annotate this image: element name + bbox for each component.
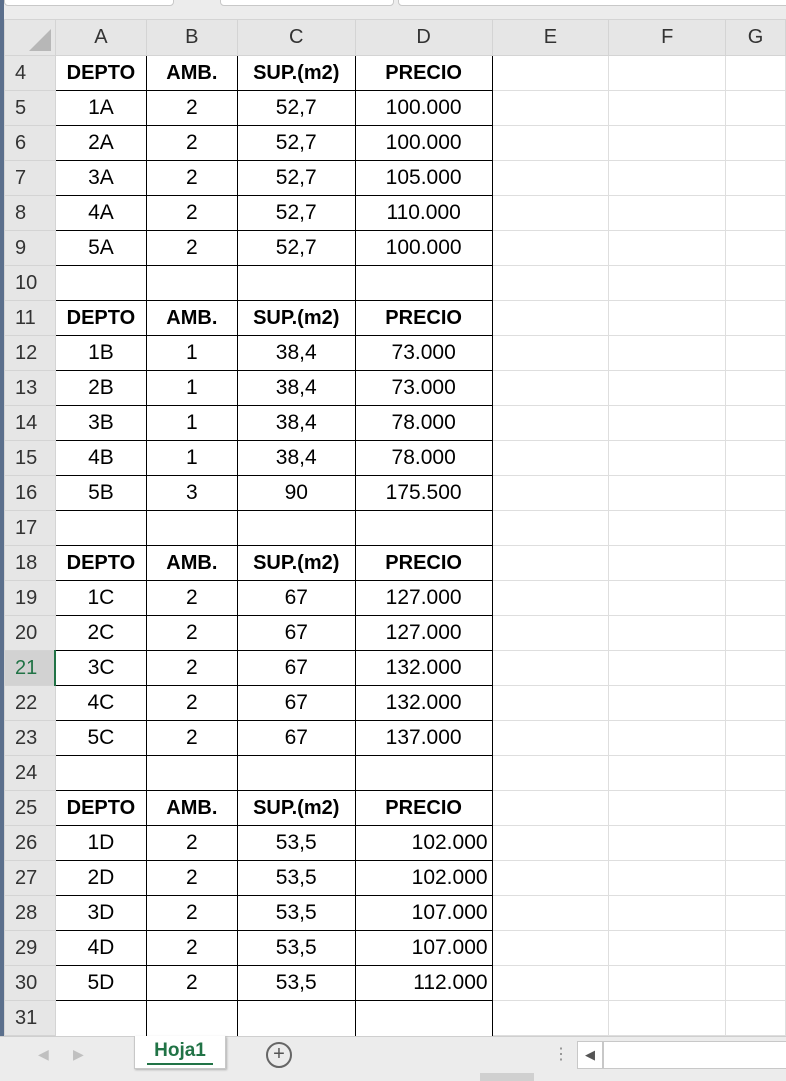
row-header[interactable]: 27	[5, 861, 56, 896]
cell-a7[interactable]: 3A	[55, 161, 146, 196]
cell-a21[interactable]: 3C	[55, 651, 146, 686]
cell-a12[interactable]: 1B	[55, 336, 146, 371]
table-row	[5, 861, 786, 896]
cell-a20[interactable]: 2C	[55, 616, 146, 651]
cell-e15[interactable]	[492, 441, 609, 476]
cell-e17[interactable]	[492, 511, 609, 546]
table-row	[5, 371, 786, 406]
cell-a15[interactable]: 4B	[55, 441, 146, 476]
cell-g9[interactable]	[726, 231, 786, 266]
cell-f30[interactable]	[609, 966, 726, 1001]
cell-c10[interactable]	[237, 266, 355, 301]
cell-b31[interactable]	[146, 1001, 237, 1036]
cell-a10[interactable]	[55, 266, 146, 301]
row-header[interactable]: 28	[5, 896, 56, 931]
cell-b5[interactable]: 2	[146, 91, 237, 126]
cell-d5[interactable]: 100.000	[355, 91, 492, 126]
cell-g26[interactable]	[726, 826, 786, 861]
cell-c29[interactable]: 53,5	[237, 931, 355, 966]
cell-c24[interactable]	[237, 756, 355, 791]
cell-b20[interactable]: 2	[146, 616, 237, 651]
cell-b28[interactable]: 2	[146, 896, 237, 931]
row-header[interactable]: 12	[5, 336, 56, 371]
column-header-d[interactable]: D	[355, 20, 492, 56]
cell-c23[interactable]: 67	[237, 721, 355, 756]
cell-g4[interactable]	[726, 56, 786, 91]
cell-f12[interactable]	[609, 336, 726, 371]
cell-d21[interactable]: 132.000	[355, 651, 492, 686]
table-row	[5, 476, 786, 511]
cell-e9[interactable]	[492, 231, 609, 266]
cell-d12[interactable]: 73.000	[355, 336, 492, 371]
cell-f11[interactable]	[609, 301, 726, 336]
cell-c4[interactable]: SUP.(m2)	[237, 56, 355, 91]
cell-c18[interactable]: SUP.(m2)	[237, 546, 355, 581]
cell-a25[interactable]: DEPTO	[55, 791, 146, 826]
cell-e4[interactable]	[492, 56, 609, 91]
row-header[interactable]: 13	[5, 371, 56, 406]
active-tab-indicator	[147, 1063, 213, 1065]
cell-g6[interactable]	[726, 126, 786, 161]
cell-d20[interactable]: 127.000	[355, 616, 492, 651]
cell-d27[interactable]: 102.000	[355, 861, 492, 896]
cell-b27[interactable]: 2	[146, 861, 237, 896]
cell-b29[interactable]: 2	[146, 931, 237, 966]
row-header[interactable]: 8	[5, 196, 56, 231]
cell-a8[interactable]: 4A	[55, 196, 146, 231]
cell-f17[interactable]	[609, 511, 726, 546]
cell-d23[interactable]: 137.000	[355, 721, 492, 756]
cell-a19[interactable]: 1C	[55, 581, 146, 616]
table-row	[5, 1001, 786, 1036]
column-header-f[interactable]: F	[609, 20, 726, 56]
cell-c19[interactable]: 67	[237, 581, 355, 616]
cell-g25[interactable]	[726, 791, 786, 826]
row-header[interactable]: 21	[5, 651, 56, 686]
cell-f19[interactable]	[609, 581, 726, 616]
cell-g7[interactable]	[726, 161, 786, 196]
cell-b4[interactable]: AMB.	[146, 56, 237, 91]
row-header[interactable]: 16	[5, 476, 56, 511]
cell-f18[interactable]	[609, 546, 726, 581]
cell-e24[interactable]	[492, 756, 609, 791]
scroll-left-icon[interactable]: ◀	[577, 1041, 603, 1069]
row-header[interactable]: 20	[5, 616, 56, 651]
cell-g20[interactable]	[726, 616, 786, 651]
cell-c28[interactable]: 53,5	[237, 896, 355, 931]
cell-e28[interactable]	[492, 896, 609, 931]
column-header-c[interactable]: C	[237, 20, 355, 56]
cell-f20[interactable]	[609, 616, 726, 651]
row-header[interactable]: 26	[5, 826, 56, 861]
cell-e14[interactable]	[492, 406, 609, 441]
cell-b10[interactable]	[146, 266, 237, 301]
cell-g10[interactable]	[726, 266, 786, 301]
row-header[interactable]: 31	[5, 1001, 56, 1036]
row-header[interactable]: 23	[5, 721, 56, 756]
row-header[interactable]: 10	[5, 266, 56, 301]
table-row	[5, 966, 786, 1001]
prev-sheet-icon[interactable]: ◀	[38, 1046, 49, 1062]
cell-d8[interactable]: 110.000	[355, 196, 492, 231]
cell-a31[interactable]	[55, 1001, 146, 1036]
cell-g22[interactable]	[726, 686, 786, 721]
row-header[interactable]: 4	[5, 56, 56, 91]
cell-d18[interactable]: PRECIO	[355, 546, 492, 581]
cell-g18[interactable]	[726, 546, 786, 581]
cell-g5[interactable]	[726, 91, 786, 126]
worksheet-grid[interactable]	[4, 19, 786, 1036]
cell-e12[interactable]	[492, 336, 609, 371]
cell-d31[interactable]	[355, 1001, 492, 1036]
cell-c12[interactable]: 38,4	[237, 336, 355, 371]
select-all-icon	[29, 29, 51, 51]
cell-d11[interactable]: PRECIO	[355, 301, 492, 336]
cell-f29[interactable]	[609, 931, 726, 966]
table-row	[5, 546, 786, 581]
cell-e21[interactable]	[492, 651, 609, 686]
cell-b13[interactable]: 1	[146, 371, 237, 406]
cell-f14[interactable]	[609, 406, 726, 441]
cell-d19[interactable]: 127.000	[355, 581, 492, 616]
formula-button-box[interactable]	[220, 0, 394, 6]
cell-g12[interactable]	[726, 336, 786, 371]
column-header-e[interactable]: E	[492, 20, 609, 56]
column-header-row	[5, 20, 786, 56]
cell-b24[interactable]	[146, 756, 237, 791]
cell-c31[interactable]	[237, 1001, 355, 1036]
table-row	[5, 511, 786, 546]
table-row	[5, 126, 786, 161]
cell-a27[interactable]: 2D	[55, 861, 146, 896]
row-header[interactable]: 19	[5, 581, 56, 616]
cell-b26[interactable]: 2	[146, 826, 237, 861]
table-row	[5, 301, 786, 336]
cell-e18[interactable]	[492, 546, 609, 581]
cell-d9[interactable]: 100.000	[355, 231, 492, 266]
cell-c25[interactable]: SUP.(m2)	[237, 791, 355, 826]
cell-d6[interactable]: 100.000	[355, 126, 492, 161]
table-row	[5, 721, 786, 756]
cell-b23[interactable]: 2	[146, 721, 237, 756]
cell-f4[interactable]	[609, 56, 726, 91]
table-row	[5, 231, 786, 266]
cell-c20[interactable]: 67	[237, 616, 355, 651]
cell-a22[interactable]: 4C	[55, 686, 146, 721]
table-row	[5, 91, 786, 126]
cell-c27[interactable]: 53,5	[237, 861, 355, 896]
cell-d25[interactable]: PRECIO	[355, 791, 492, 826]
cell-e16[interactable]	[492, 476, 609, 511]
cell-b11[interactable]: AMB.	[146, 301, 237, 336]
cell-b15[interactable]: 1	[146, 441, 237, 476]
cell-b12[interactable]: 1	[146, 336, 237, 371]
cell-f23[interactable]	[609, 721, 726, 756]
cell-g27[interactable]	[726, 861, 786, 896]
row-header[interactable]: 6	[5, 126, 56, 161]
cell-c15[interactable]: 38,4	[237, 441, 355, 476]
grid-body	[5, 56, 786, 1036]
cell-b19[interactable]: 2	[146, 581, 237, 616]
cell-c9[interactable]: 52,7	[237, 231, 355, 266]
cell-g13[interactable]	[726, 371, 786, 406]
cell-a13[interactable]: 2B	[55, 371, 146, 406]
cell-f31[interactable]	[609, 1001, 726, 1036]
cell-d24[interactable]	[355, 756, 492, 791]
cell-e7[interactable]	[492, 161, 609, 196]
cell-b16[interactable]: 3	[146, 476, 237, 511]
cell-f16[interactable]	[609, 476, 726, 511]
cell-c30[interactable]: 53,5	[237, 966, 355, 1001]
cell-e11[interactable]	[492, 301, 609, 336]
sheet-tab-bar	[0, 1036, 786, 1081]
sheet-tab-label: Hoja1	[154, 1040, 206, 1061]
column-header-b[interactable]: B	[146, 20, 237, 56]
cell-b9[interactable]: 2	[146, 231, 237, 266]
cell-e30[interactable]	[492, 966, 609, 1001]
cell-c22[interactable]: 67	[237, 686, 355, 721]
cell-a29[interactable]: 4D	[55, 931, 146, 966]
cell-f7[interactable]	[609, 161, 726, 196]
row-header[interactable]: 22	[5, 686, 56, 721]
table-row	[5, 651, 786, 686]
cell-a18[interactable]: DEPTO	[55, 546, 146, 581]
cell-f9[interactable]	[609, 231, 726, 266]
cell-f25[interactable]	[609, 791, 726, 826]
cell-a24[interactable]	[55, 756, 146, 791]
row-header[interactable]: 9	[5, 231, 56, 266]
cell-b21[interactable]: 2	[146, 651, 237, 686]
name-box[interactable]	[4, 0, 174, 6]
sheet-tab-hoja1[interactable]	[134, 1036, 226, 1069]
row-header[interactable]: 29	[5, 931, 56, 966]
cell-d14[interactable]: 78.000	[355, 406, 492, 441]
table-row	[5, 931, 786, 966]
cell-b18[interactable]: AMB.	[146, 546, 237, 581]
cell-d28[interactable]: 107.000	[355, 896, 492, 931]
tab-splitter-icon[interactable]: ⋮	[553, 1046, 567, 1063]
cell-c17[interactable]	[237, 511, 355, 546]
cell-e23[interactable]	[492, 721, 609, 756]
cell-b8[interactable]: 2	[146, 196, 237, 231]
cell-f28[interactable]	[609, 896, 726, 931]
cell-g31[interactable]	[726, 1001, 786, 1036]
cell-c6[interactable]: 52,7	[237, 126, 355, 161]
cell-c13[interactable]: 38,4	[237, 371, 355, 406]
cell-d30[interactable]: 112.000	[355, 966, 492, 1001]
cell-g17[interactable]	[726, 511, 786, 546]
cell-e27[interactable]	[492, 861, 609, 896]
cell-g23[interactable]	[726, 721, 786, 756]
row-header[interactable]: 14	[5, 406, 56, 441]
column-header-g[interactable]: G	[726, 20, 786, 56]
cell-g19[interactable]	[726, 581, 786, 616]
cell-b7[interactable]: 2	[146, 161, 237, 196]
cell-f21[interactable]	[609, 651, 726, 686]
cell-f8[interactable]	[609, 196, 726, 231]
cell-g14[interactable]	[726, 406, 786, 441]
table-row	[5, 896, 786, 931]
table-row	[5, 791, 786, 826]
cell-a5[interactable]: 1A	[55, 91, 146, 126]
cell-d29[interactable]: 107.000	[355, 931, 492, 966]
cell-e22[interactable]	[492, 686, 609, 721]
row-header[interactable]: 17	[5, 511, 56, 546]
cell-e5[interactable]	[492, 91, 609, 126]
cell-e13[interactable]	[492, 371, 609, 406]
cell-g15[interactable]	[726, 441, 786, 476]
row-header[interactable]: 24	[5, 756, 56, 791]
cell-g21[interactable]	[726, 651, 786, 686]
cell-a6[interactable]: 2A	[55, 126, 146, 161]
cell-b6[interactable]: 2	[146, 126, 237, 161]
cell-d26[interactable]: 102.000	[355, 826, 492, 861]
cell-d7[interactable]: 105.000	[355, 161, 492, 196]
cell-c14[interactable]: 38,4	[237, 406, 355, 441]
cell-a11[interactable]: DEPTO	[55, 301, 146, 336]
table-row	[5, 441, 786, 476]
cell-f10[interactable]	[609, 266, 726, 301]
table-row	[5, 581, 786, 616]
cell-a16[interactable]: 5B	[55, 476, 146, 511]
table-row	[5, 196, 786, 231]
cell-a28[interactable]: 3D	[55, 896, 146, 931]
cell-g30[interactable]	[726, 966, 786, 1001]
cell-e29[interactable]	[492, 931, 609, 966]
table-row	[5, 616, 786, 651]
cell-c7[interactable]: 52,7	[237, 161, 355, 196]
cell-f15[interactable]	[609, 441, 726, 476]
cell-d16[interactable]: 175.500	[355, 476, 492, 511]
cell-g8[interactable]	[726, 196, 786, 231]
cell-f26[interactable]	[609, 826, 726, 861]
cell-a26[interactable]: 1D	[55, 826, 146, 861]
column-header-a[interactable]: A	[55, 20, 146, 56]
table-row	[5, 686, 786, 721]
table-row	[5, 406, 786, 441]
plus-circle-icon[interactable]: +	[266, 1042, 292, 1068]
table-row	[5, 161, 786, 196]
cell-e25[interactable]	[492, 791, 609, 826]
cell-c5[interactable]: 52,7	[237, 91, 355, 126]
cell-e26[interactable]	[492, 826, 609, 861]
cell-e31[interactable]	[492, 1001, 609, 1036]
table-row	[5, 266, 786, 301]
cell-b30[interactable]: 2	[146, 966, 237, 1001]
row-header[interactable]: 11	[5, 301, 56, 336]
table-row	[5, 336, 786, 371]
cell-b17[interactable]	[146, 511, 237, 546]
select-all-corner[interactable]	[5, 20, 56, 56]
cell-d22[interactable]: 132.000	[355, 686, 492, 721]
cell-e19[interactable]	[492, 581, 609, 616]
cell-a14[interactable]: 3B	[55, 406, 146, 441]
row-header[interactable]: 7	[5, 161, 56, 196]
cell-b22[interactable]: 2	[146, 686, 237, 721]
cell-d17[interactable]	[355, 511, 492, 546]
next-sheet-icon[interactable]: ▶	[73, 1046, 84, 1062]
formula-bar-edge	[4, 0, 786, 19]
row-header[interactable]: 5	[5, 91, 56, 126]
cell-g28[interactable]	[726, 896, 786, 931]
cell-c16[interactable]: 90	[237, 476, 355, 511]
table-row	[5, 826, 786, 861]
cell-g11[interactable]	[726, 301, 786, 336]
cell-f24[interactable]	[609, 756, 726, 791]
cell-g29[interactable]	[726, 931, 786, 966]
cell-g16[interactable]	[726, 476, 786, 511]
cell-b14[interactable]: 1	[146, 406, 237, 441]
cell-f22[interactable]	[609, 686, 726, 721]
table-row	[5, 56, 786, 91]
cell-c26[interactable]: 53,5	[237, 826, 355, 861]
row-header[interactable]: 18	[5, 546, 56, 581]
cell-b25[interactable]: AMB.	[146, 791, 237, 826]
cell-a23[interactable]: 5C	[55, 721, 146, 756]
cell-f13[interactable]	[609, 371, 726, 406]
cell-d10[interactable]	[355, 266, 492, 301]
cell-a4[interactable]: DEPTO	[55, 56, 146, 91]
cell-a30[interactable]: 5D	[55, 966, 146, 1001]
cell-f27[interactable]	[609, 861, 726, 896]
cell-c21[interactable]: 67	[237, 651, 355, 686]
spreadsheet-table	[4, 19, 786, 1036]
cell-f6[interactable]	[609, 126, 726, 161]
cell-d13[interactable]: 73.000	[355, 371, 492, 406]
row-header[interactable]: 30	[5, 966, 56, 1001]
horizontal-scrollbar[interactable]	[603, 1041, 786, 1069]
table-row	[5, 756, 786, 791]
cell-f5[interactable]	[609, 91, 726, 126]
cell-c8[interactable]: 52,7	[237, 196, 355, 231]
cell-e10[interactable]	[492, 266, 609, 301]
cell-e20[interactable]	[492, 616, 609, 651]
cell-e6[interactable]	[492, 126, 609, 161]
cell-g24[interactable]	[726, 756, 786, 791]
cell-a17[interactable]	[55, 511, 146, 546]
cell-d4[interactable]: PRECIO	[355, 56, 492, 91]
cell-d15[interactable]: 78.000	[355, 441, 492, 476]
cell-a9[interactable]: 5A	[55, 231, 146, 266]
row-header[interactable]: 15	[5, 441, 56, 476]
row-header[interactable]: 25	[5, 791, 56, 826]
cell-e8[interactable]	[492, 196, 609, 231]
cell-c11[interactable]: SUP.(m2)	[237, 301, 355, 336]
formula-input[interactable]	[398, 0, 786, 6]
